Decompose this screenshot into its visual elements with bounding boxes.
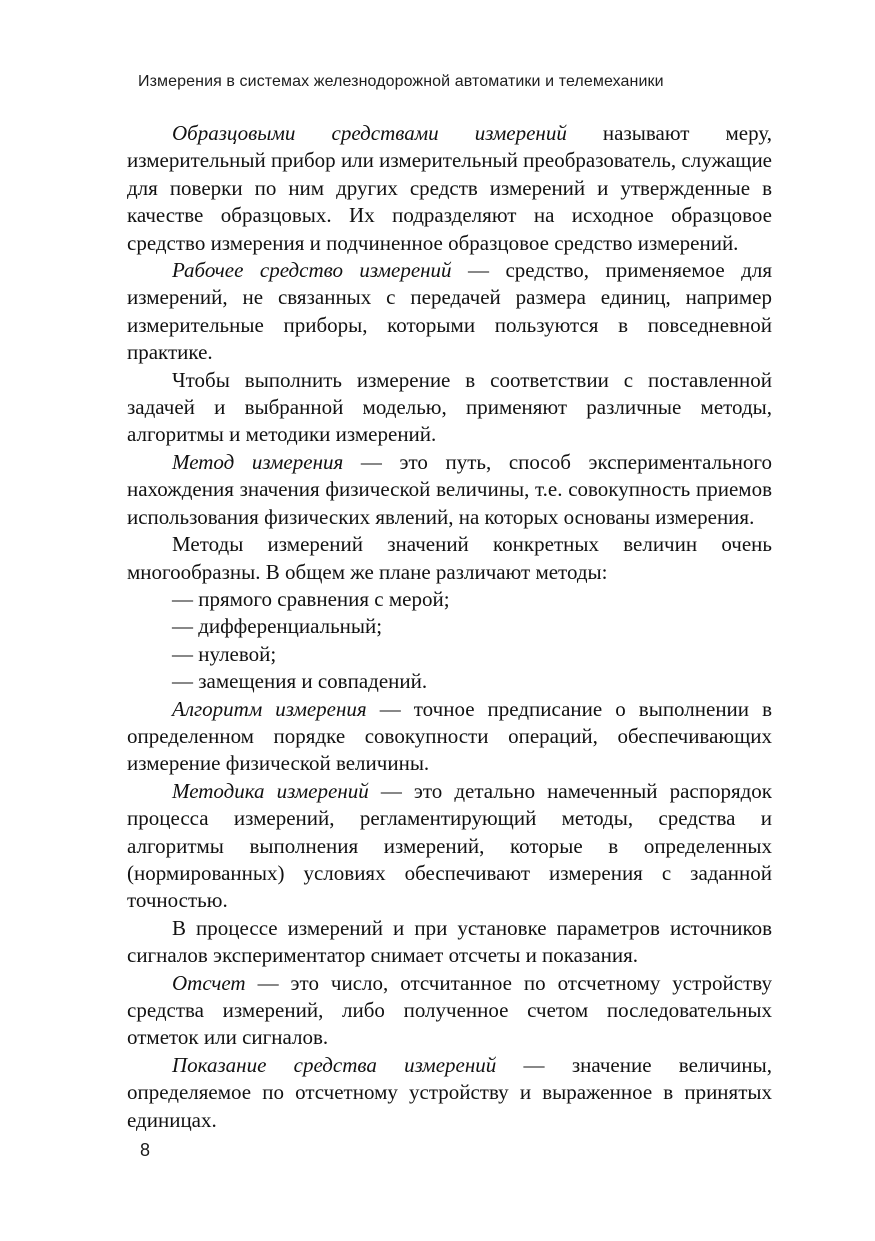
paragraph: В процессе измерений и при установке параметров источников сигналов экспериментатор снимает отсчеты и показания. [127, 915, 772, 968]
term-italic: Отсчет [172, 970, 246, 995]
paragraph: Показание средства измерений — значение величины, определяемое по отсчетному устройству и выраженное в принятых единицах. [127, 1052, 773, 1132]
method-list-item: — нулевой; [172, 641, 277, 666]
running-header: Измерения в системах железнодорожной автоматики и телемеханики [138, 73, 664, 90]
term-italic: Методика измерений [172, 778, 369, 803]
term-italic: Метод измерения [172, 449, 344, 474]
paragraph: Отсчет — это число, отсчитанное по отсчетному устройству средства измерений, либо полученное счетом последовательных отметок или сигналов. [127, 970, 772, 1050]
paragraph: Метод измерения — это путь, способ экспериментального нахождения значения физической величины, т.е. совокупность приемов использования физических явлений, на которых основаны измерения. [127, 449, 772, 529]
paragraph: Образцовыми средствами измерений называют меру, измерительный прибор или измерительный преобразователь, служащие для поверки по ним других средств измерений и утвержденные в качестве образцовых. Их подразделяют на исходное образцовое средство измерения и подчиненное образцовое средство измерений. [127, 121, 772, 255]
term-italic: Рабочее средство измерений [172, 258, 452, 283]
paragraph: Алгоритм измерения — точное предписание о выполнении в определенном порядке совокупности операций, обеспечивающих измерение физической величины. [127, 696, 772, 776]
term-italic: Показание средства измерений [172, 1052, 497, 1077]
method-list-item: — дифференциальный; [172, 614, 383, 639]
paragraph: Методика измерений — это детально намеченный распорядок процесса измерений, регламентирующий методы, средства и алгоритмы выполнения измерений, которые в определенных (нормированных) условиях обеспечивают измерения с заданной точностью. [127, 778, 772, 913]
method-list-item: — замещения и совпадений. [172, 669, 428, 694]
method-list-item: — прямого сравнения с мерой; [172, 586, 450, 611]
term-italic: Образцовыми средствами измерений [172, 121, 567, 145]
term-italic: Алгоритм измерения [172, 696, 367, 721]
paragraph: Чтобы выполнить измерение в соответствии с поставленной задачей и выбранной моделью, применяют различные методы, алгоритмы и методики измерений. [127, 367, 772, 447]
text-block [127, 120, 772, 1134]
page-number: 8 [140, 1140, 151, 1160]
paragraph: Методы измерений значений конкретных величин очень многообразны. В общем же плане различают методы: [127, 532, 772, 584]
paragraph: Рабочее средство измерений — средство, применяемое для измерений, не связанных с передачей размера единиц, например измерительные приборы, которыми пользуются в повседневной практике. [127, 258, 772, 365]
